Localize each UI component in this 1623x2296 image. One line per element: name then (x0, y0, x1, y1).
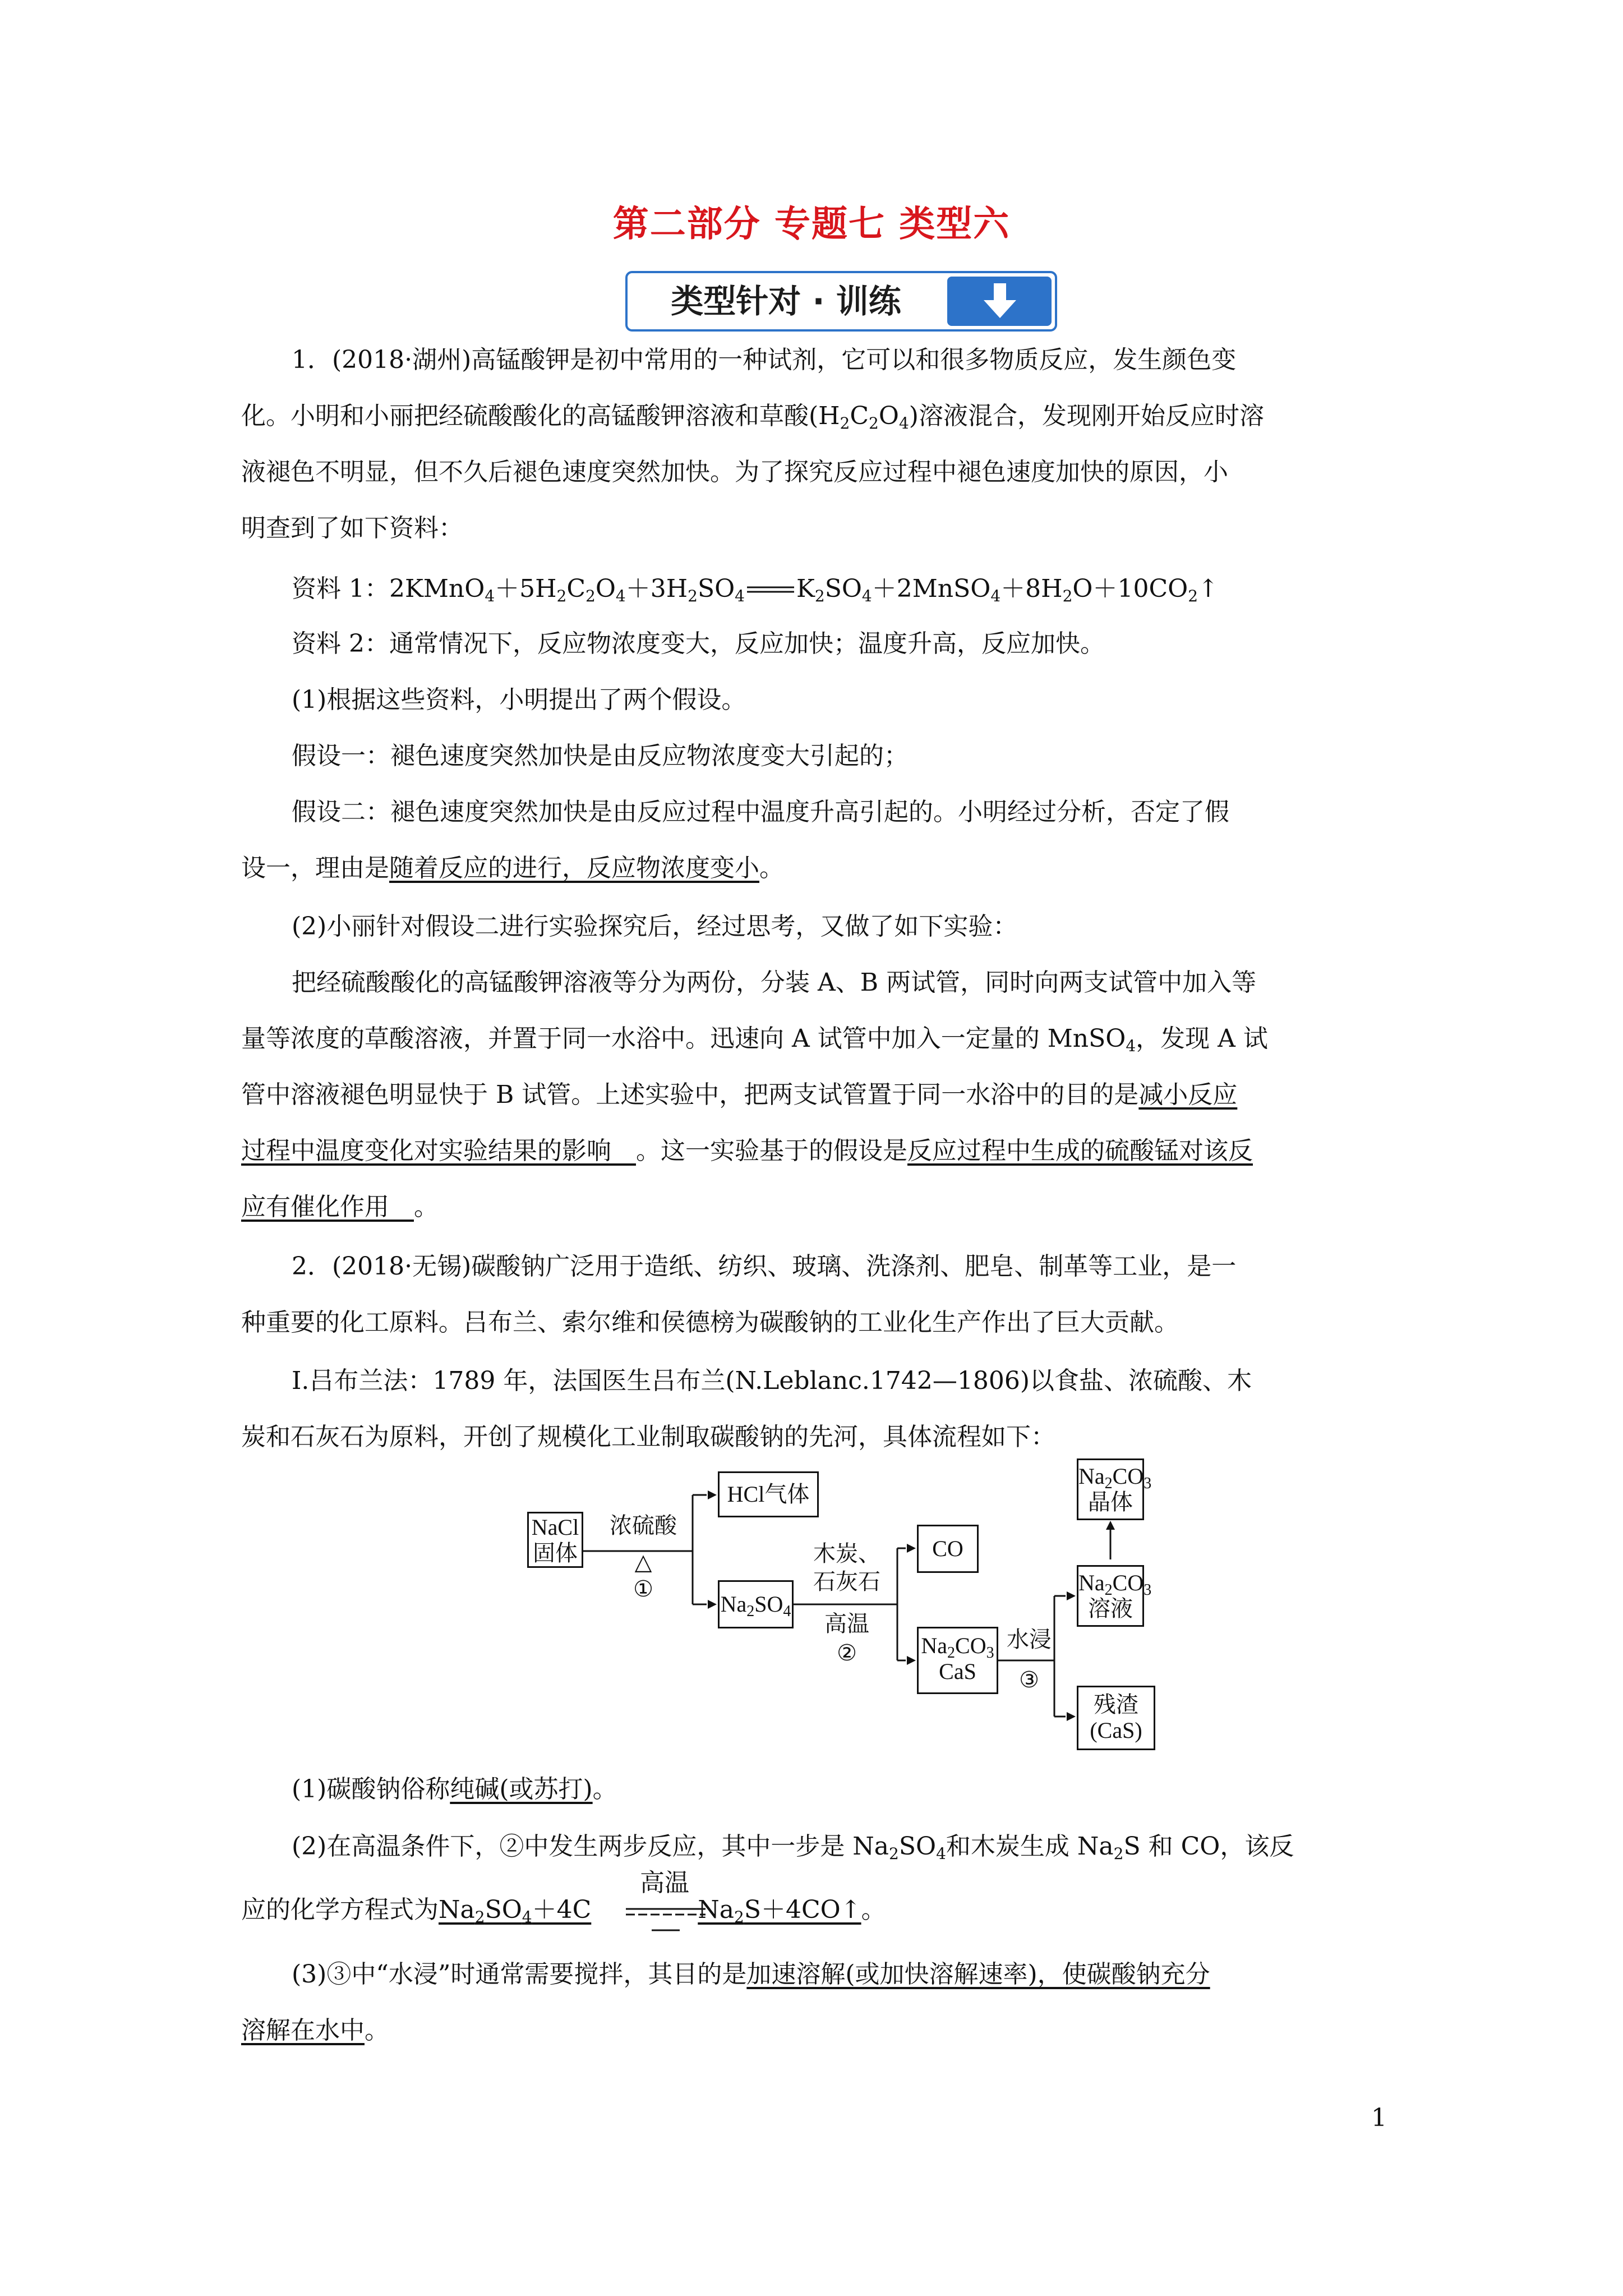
q1-line2: 化。小明和小丽把经硫酸酸化的高锰酸钾溶液和草酸$(H_2C_2O_4)$溶液混合，发现刚开始反应时溶 (241, 402, 1264, 432)
sulfuric-acid-label: 浓硫酸 (610, 1513, 677, 1539)
carbonate-sulfide-box: $Na_2CO_3$ CaS (917, 1627, 998, 1694)
answer-2a: 减小反应 (1138, 1080, 1238, 1109)
q1-part2: (2)小丽针对假设二进行实验探究后，经过思考，又做了如下实验： (292, 912, 1018, 941)
experiment-line5: 应有催化作用 。 (241, 1193, 439, 1221)
q2-part3-line2: 溶解在水中。 (241, 2016, 389, 2045)
q2-part2-line2: 应的化学方程式为$Na_2SO_4+4C$ $Na_2S+4CO↑$。 (241, 1895, 886, 1926)
step-3-label: ③ (1019, 1667, 1039, 1693)
banner-label: 类型针对 · 训练 (671, 282, 901, 320)
answer-soda-name: 纯碱(或苏打) (450, 1775, 593, 1803)
q1-line3: 液褪色不明显，但不久后褪色速度突然加快。为了探究反应过程中褪色速度加快的原因，小 (241, 458, 1228, 486)
experiment-line3: 管中溶液褪色明显快于 B 试管。上述实验中，把两支试管置于同一水浴中的目的是减小反应 (241, 1080, 1238, 1109)
hypothesis-2: 假设二：褪色速度突然加快是由反应过程中温度升高引起的。小明经过分析，否定了假 (292, 798, 1229, 826)
equation-double-line (624, 1898, 708, 1934)
carbon-label: 木炭、 (813, 1541, 880, 1567)
answer-stirring-b: 溶解在水中 (241, 2016, 365, 2045)
page-number: 1 (1371, 2104, 1387, 2132)
q1-part1: (1)根据这些资料，小明提出了两个假设。 (292, 685, 746, 714)
q2-method-line1: Ⅰ.吕布兰法：1789 年，法国医生吕布兰(N.Leblanc.1742—1806)以食盐、浓硫酸、木 (292, 1366, 1252, 1395)
co-box: CO (917, 1525, 979, 1573)
answer-equation-left: $Na_2SO_4+4C$ (439, 1895, 592, 1926)
hcl-gas-box: HCl气体 (718, 1471, 819, 1517)
nacl-box: NaCl 固体 (527, 1512, 583, 1568)
step-2-label: ② (837, 1640, 857, 1666)
section-banner (625, 271, 1057, 332)
q1-line1: 1．(2018·湖州)高锰酸钾是初中常用的一种试剂，它可以和很多物质反应，发生颜色变 (292, 346, 1237, 374)
heat-symbol: △ (634, 1549, 652, 1575)
step-1-label: ① (633, 1576, 653, 1602)
q2-method-line2: 炭和石灰石为原料，开创了规模化工业制取碳酸钠的先河，具体流程如下： (241, 1423, 1055, 1451)
water-soak-label: 水浸 (1007, 1627, 1052, 1653)
answer-equation-right: $Na_2S+4CO↑$ (698, 1895, 861, 1926)
limestone-label: 石灰石 (813, 1569, 880, 1595)
sodium-sulfate-box: $Na_2SO_4$ (718, 1580, 794, 1628)
experiment-line2: 量等浓度的草酸溶液，并置于同一水浴中。迅速向 A 试管中加入一定量的 MnSO$_4$，发现 A 试 (241, 1024, 1268, 1055)
carbonate-crystal-box: $Na_2CO_3$ 晶体 (1077, 1458, 1144, 1520)
hypothesis-1: 假设一：褪色速度突然加快是由反应物浓度变大引起的； (292, 742, 909, 770)
experiment-line1: 把经硫酸酸化的高锰酸钾溶液等分为两份，分装 A、B 两试管，同时向两支试管中加入等 (292, 968, 1257, 997)
answer-3b: 应有催化作用 (241, 1193, 414, 1221)
q2-line2: 种重要的化工原料。吕布兰、索尔维和侯德榜为碳酸钠的工业化生产作出了巨大贡献。 (241, 1308, 1179, 1337)
residue-box: 残渣 (CaS) (1077, 1686, 1155, 1750)
answer-2b: 过程中温度变化对实验结果的影响 (241, 1137, 636, 1165)
answer-1: 随着反应的进行，反应物浓度变小 (389, 854, 759, 882)
answer-3a: 反应过程中生成的硫酸锰对该反 (907, 1137, 1253, 1165)
page-title: 第二部分 专题七 类型六 (612, 204, 1011, 245)
q2-part3-line1: (3)③中“水浸”时通常需要搅拌，其目的是加速溶解(或加快溶解速率)，使碳酸钠充分 (292, 1960, 1210, 1989)
q2-line1: 2．(2018·无锡)碳酸钠广泛用于造纸、纺织、玻璃、洗涤剂、肥皂、制革等工业，是一 (292, 1252, 1237, 1281)
answer-stirring-a: 加速溶解(或加快溶解速率)，使碳酸钠充分 (746, 1960, 1210, 1989)
high-temperature-label: 高温 (824, 1611, 869, 1637)
q2-part1: (1)碳酸钠俗称纯碱(或苏打)。 (292, 1775, 617, 1803)
reference-2: 资料 2：通常情况下，反应物浓度变大，反应加快；温度升高，反应加快。 (292, 629, 1105, 658)
equation-condition: 高温 (640, 1869, 689, 1897)
q1-line4: 明查到了如下资料： (241, 514, 463, 542)
down-arrow-icon (947, 277, 1052, 326)
double-equals-sign (745, 572, 796, 606)
carbonate-solution-box: $Na_2CO_3$ 溶液 (1077, 1565, 1144, 1627)
q1-answer-1-line: 设一，理由是随着反应的进行，反应物浓度变小。 (241, 854, 784, 882)
reference-1-equation: 资料 1：$2KMnO_4+5H_2C_2O_4+3H_2SO_4$ $K_2SO_4+2MnSO_4+8H_2O+10CO_2↑$ (292, 572, 1461, 606)
experiment-line4: 过程中温度变化对实验结果的影响 。这一实验基于的假设是反应过程中生成的硫酸锰对该反 (241, 1137, 1253, 1165)
q2-part2-line1: (2)在高温条件下，②中发生两步反应，其中一步是 $Na_2SO_4$和木炭生成 $Na_2S$ 和 CO，该反 (292, 1832, 1294, 1863)
